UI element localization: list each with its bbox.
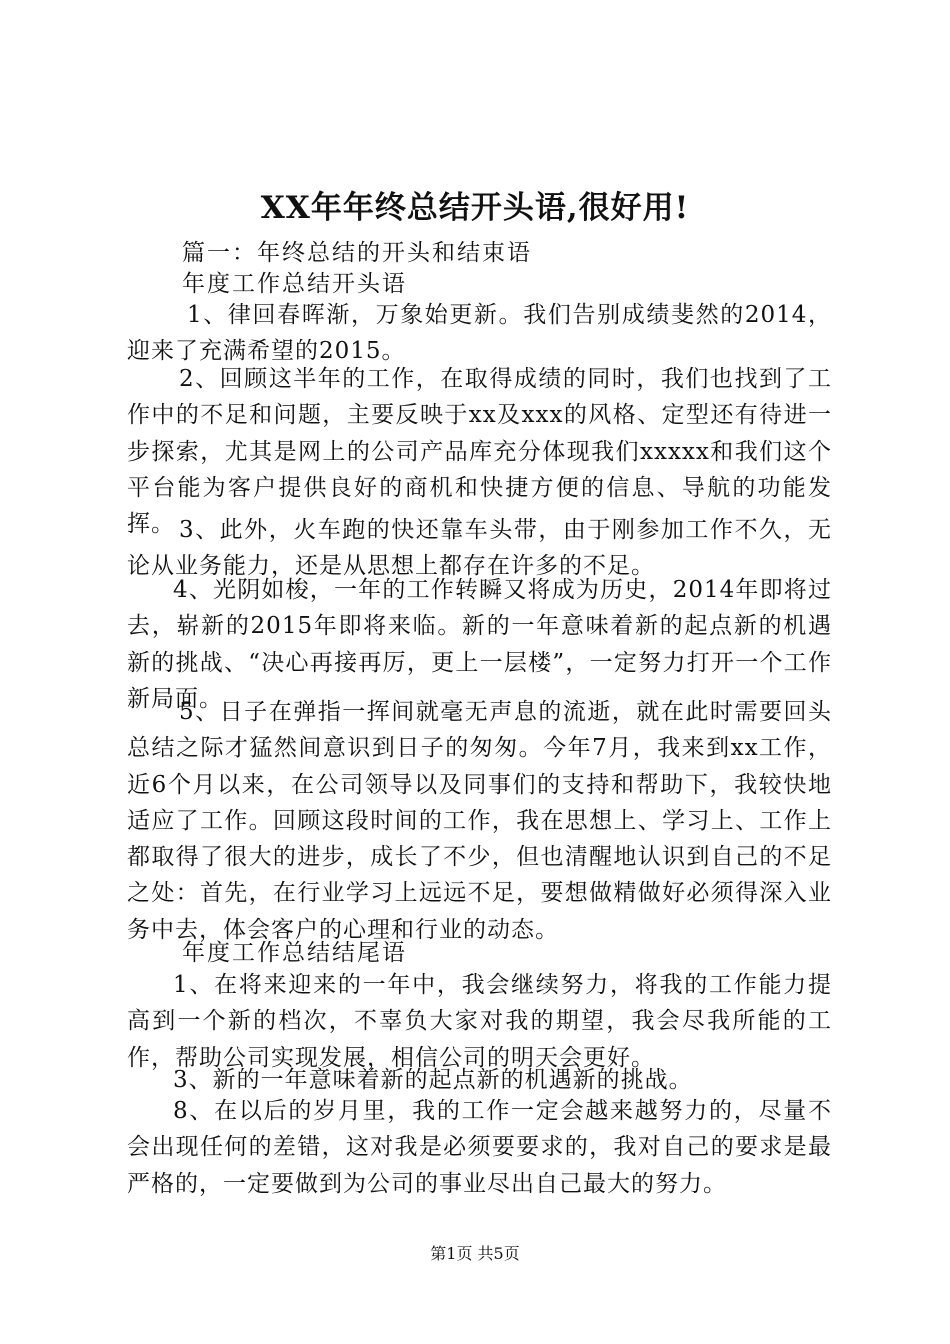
subheading-closing: 年度工作总结结尾语 bbox=[182, 940, 407, 966]
closing-paragraph-1: 1、在将来迎来的一年中，我会继续努力，将我的工作能力提高到一个新的档次，不辜负大家对我的期望，我会尽我所能的工作，帮助公司实现发展，相信公司的明天会更好。 bbox=[127, 972, 832, 1071]
opening-paragraph-1: 1、律回春晖渐，万象始更新。我们告别成绩斐然的2014，迎来了充满希望的2015。 bbox=[127, 302, 832, 365]
opening-paragraph-5: 5、日子在弹指一挥间就毫无声息的流逝，就在此时需要回头总结之际才猛然间意识到日子的匆匆。今年7月，我来到xx工作，近6个月以来，在公司领导以及同事们的支持和帮助下，我较快地适应了工作。回顾这段时间的工作，我在思想上、学习上、工作上都取得了很大的进步，成长了不少，但也清醒地认识到自己的不足之处：首先，在行业学习上远远不足，要想做精做好必须得深入业务中去，体会客户的心理和行业的动态。 bbox=[127, 699, 832, 943]
closing-paragraph-3: 8、在以后的岁月里，我的工作一定会越来越努力的，尽量不会出现任何的差错，这对我是必须要要求的，我对自己的要求是最严格的，一定要做到为公司的事业尽出自己最大的努力。 bbox=[127, 1098, 832, 1197]
section-heading: 篇一：年终总结的开头和结束语 bbox=[182, 240, 532, 266]
document-title: XX年年终总结开头语,很好用! bbox=[260, 190, 690, 226]
subheading-opening: 年度工作总结开头语 bbox=[182, 271, 407, 297]
page-footer: 第1页 共5页 bbox=[430, 1244, 520, 1263]
closing-paragraph-2: 3、新的一年意味着新的起点新的机遇新的挑战。 bbox=[173, 1067, 693, 1093]
opening-paragraph-4: 4、光阴如梭，一年的工作转瞬又将成为历史，2014年即将过去，崭新的2015年即将来临。新的一年意味着新的起点新的机遇新的挑战、“决心再接再厉，更上一层楼”，一定努力打开一个工作新局面。 bbox=[127, 577, 832, 712]
opening-paragraph-2: 2、回顾这半年的工作，在取得成绩的同时，我们也找到了工作中的不足和问题，主要反映于xx及xxx的风格、定型还有待进一步探索，尤其是网上的公司产品库充分体现我们xxxxx和我们这个平台能为客户提供良好的商机和快捷方便的信息、导航的功能发挥。 bbox=[127, 366, 832, 538]
opening-paragraph-3: 3、此外，火车跑的快还靠车头带，由于刚参加工作不久，无论从业务能力，还是从思想上都存在许多的不足。 bbox=[127, 517, 832, 580]
